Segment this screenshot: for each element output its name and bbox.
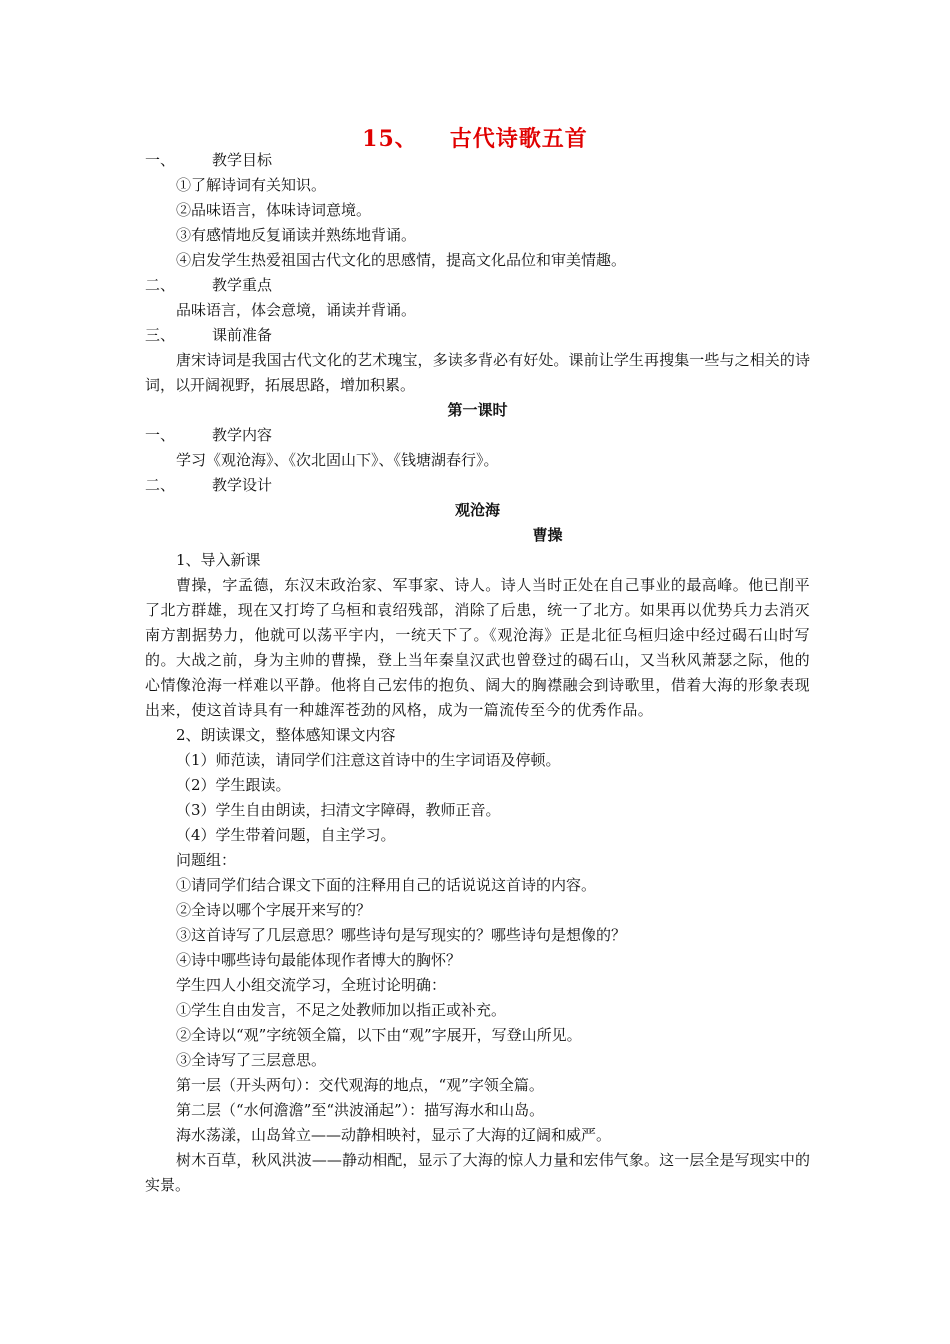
section-focus-heading [145,273,810,298]
section-label: 教学设计 [212,476,273,494]
step-heading: 1、导入新课 [176,551,261,569]
step-heading: 2、朗读课文，整体感知课文内容 [176,726,396,744]
tree-paragraph: 树木百草，秋风洪波——静动相配，显示了大海的惊人力量和宏伟气象。这一层全是写现实中的实景。 [145,1151,810,1194]
section-number: 二、 [145,476,176,494]
lesson-design-heading [145,473,810,498]
question-item: ①请同学们结合课文下面的注释用自己的话说说这首诗的内容。 [176,876,597,894]
focus-text: 品味语言，体会意境，诵读并背诵。 [176,301,417,319]
section-prep-heading [145,323,810,348]
question-item: ④诗中哪些诗句最能体现作者博大的胸怀？ [176,951,462,969]
section-number: 二、 [145,276,176,294]
answer-item: ③全诗写了三层意思。 [176,1051,327,1069]
group-label: 学生四人小组交流学习，全班讨论明确： [176,976,447,994]
goal-item: ①了解诗词有关知识。 [176,176,327,194]
questions-label: 问题组： [176,851,237,869]
title-number: 15、 [362,126,418,152]
poem-author: 曹操 [532,526,563,544]
prep-paragraph: 唐宋诗词是我国古代文化的艺术瑰宝，多读多背必有好处。课前让学生再搜集一些与之相关的诗词，以开阔视野，拓展思路，增加积累。 [145,351,810,394]
goal-item: ②品味语言，体味诗词意境。 [176,201,372,219]
reading-item: （4）学生带着问题，自主学习。 [176,826,396,844]
section-label: 教学内容 [212,426,273,444]
goal-item: ④启发学生热爱祖国古代文化的思感情，提高文化品位和审美情趣。 [176,251,627,269]
reading-item: （2）学生跟读。 [176,776,291,794]
question-item: ②全诗以哪个字展开来写的？ [176,901,372,919]
title-text: 古代诗歌五首 [449,126,588,152]
goal-item: ③有感情地反复诵读并熟练地背诵。 [176,226,417,244]
lesson-content-text: 学习《观沧海》、《次北固山下》、《钱塘湖春行》。 [176,451,499,469]
intro-paragraph: 曹操，字孟德，东汉末政治家、军事家、诗人。诗人当时正处在自己事业的最高峰。他已削平了北方群雄，现在又打垮了乌桓和袁绍残部，消除了后患，统一了北方。如果再以优势兵力去消灭南方割据势力，他就可以荡平宇内，一统天下了。《观沧海》正是北征乌桓归途中经过碣石山时写的。大战之前，身为主帅的曹操，登上当年秦皇汉武也曾登过的碣石山，又当秋风萧瑟之际，他的心情像沧海一样难以平静。他将自己宏伟的抱负、阔大的胸襟融会到诗歌里，借着大海的形象表现出来，使这首诗具有一种雄浑苍劲的风格，成为一篇流传至今的优秀作品。 [145,576,810,719]
section-label: 课前准备 [212,326,273,344]
lesson-content-heading [145,423,810,448]
answer-item: ①学生自由发言，不足之处教师加以指正或补充。 [176,1001,507,1019]
layer-two: 第二层（“水何澹澹”至“洪波涌起”）：描写海水和山岛。 [176,1101,545,1119]
section-label: 教学重点 [212,276,273,294]
section-label: 教学目标 [212,151,273,169]
poem-title: 观沧海 [454,501,500,519]
answer-item: ②全诗以“观”字统领全篇，以下由“观”字展开，写登山所见。 [176,1026,582,1044]
section-number: 三、 [145,326,176,344]
reading-item: （1）师范读，请同学们注意这首诗中的生字词语及停顿。 [176,751,561,769]
layer-one: 第一层（开头两句）：交代观海的地点，“观”字领全篇。 [176,1076,544,1094]
document-body [145,148,810,1198]
reading-item: （3）学生自由朗读，扫清文字障碍，教师正音。 [176,801,501,819]
section-number: 一、 [145,426,176,444]
lesson-heading: 第一课时 [447,401,508,419]
section-goals-heading [145,148,810,173]
section-number: 一、 [145,151,176,169]
sea-line: 海水荡漾，山岛耸立——动静相映衬，显示了大海的辽阔和威严。 [176,1126,612,1144]
question-item: ③这首诗写了几层意思？哪些诗句是写现实的？哪些诗句是想像的？ [176,926,627,944]
